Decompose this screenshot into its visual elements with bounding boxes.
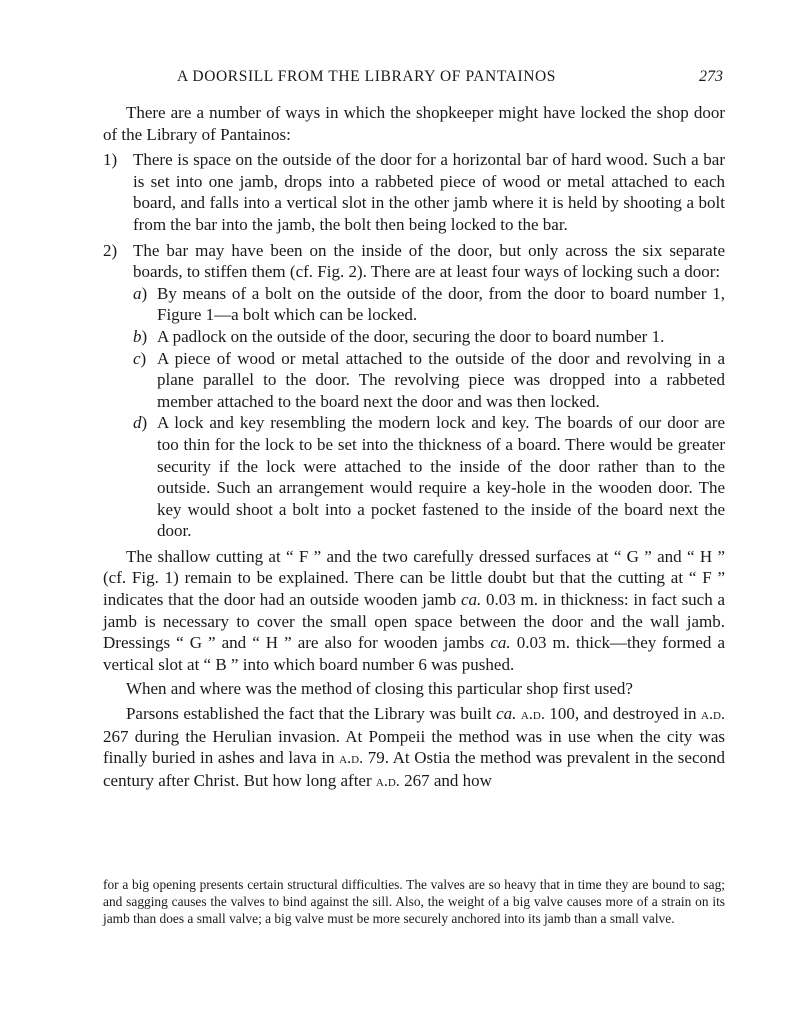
intro-paragraph: There are a number of ways in which the shopkeeper might have locked the shop door of the Library of Pantainos:	[103, 103, 725, 144]
paragraph-jambs: The shallow cutting at “ F ” and the two carefully dressed surfaces at “ G ” and “ H ” (cf. Fig. 1) remain to be explained. There can be little doubt but that the cutting at “ F ” indicates that the door had an outside wooden jamb ca. 0.03 m. in thickness: in fact such a jamb is necessary to cover the small open space between the door and the wall jamb. Dressings “ G ” and “ H ” are also for wooden jambs ca. 0.03 m. thick—they formed a vertical slot at “ B ” into which board number 6 was pushed.	[103, 546, 726, 674]
sub-list-item	[133, 412, 725, 542]
sub-list-item-text: A piece of wood or metal attached to the outside of the door and revolving in a plane parallel to the door. The revolving piece was dropped into a rabbeted member attached to the board next the door and was then locked.	[157, 348, 725, 411]
list-item	[103, 240, 725, 283]
sub-list-item	[133, 348, 725, 413]
sub-list-item-text: By means of a bolt on the outside of the door, from the door to board number 1, Figure 1—a bolt which can be locked.	[157, 283, 725, 325]
sub-list-marker: c)	[133, 348, 147, 368]
running-title: A DOORSILL FROM THE LIBRARY OF PANTAINOS	[177, 68, 557, 85]
sub-list-item-text: A lock and key resembling the modern lock and key. The boards of our door are too thin for the lock to be set into the thickness of a board. There would be greater security if the lock were attached to the inside of the door rather than to the outside. Such an arrangement would require a key-hole in the wooden door. The key would shoot a bolt into a pocket fastened to the inside of the board next the door.	[157, 413, 725, 541]
paragraph-question: When and where was the method of closing this particular shop first used?	[125, 679, 633, 699]
sub-list-item	[133, 283, 725, 326]
running-header	[103, 68, 723, 90]
sub-list-marker: d)	[133, 413, 148, 433]
list-marker: 1)	[103, 150, 118, 170]
sub-list-item	[133, 326, 725, 348]
sub-list-marker: b)	[133, 326, 148, 346]
list-item	[103, 149, 725, 235]
sub-list-marker: a)	[133, 283, 148, 303]
paragraph-dating: Parsons established the fact that the Library was built ca. a.d. 100, and destroyed in a.d. 267 during the Herulian invasion. At Pompeii the method was in use when the city was finally buried in ashes and lava in a.d. 79. At Ostia the method was prevalent in the second century after Christ. But how long after a.d. 267 and how	[103, 704, 726, 790]
sub-list-item-text: A padlock on the outside of the door, securing the door to board number 1.	[157, 326, 665, 346]
list-marker: 2)	[103, 240, 118, 260]
footnote: for a big opening presents certain structural difficulties. The valves are so heavy that in time they are bound to sag; and sagging causes the valves to bind against the sill. Also, the weight of a big valve causes more of a strain on its jamb than does a small valve; a big valve must be more securely anchored into its jamb than a small valve.	[103, 877, 725, 927]
page-number: 273	[699, 68, 723, 85]
list-item-text: The bar may have been on the inside of the door, but only across the six separate boards, to stiffen them (cf. Fig. 2). There are at least four ways of locking such a door:	[133, 240, 725, 282]
main-text	[103, 102, 725, 792]
list-item-text: There is space on the outside of the door for a horizontal bar of hard wood. Such a bar is set into one jamb, drops into a rabbeted piece of wood or metal attached to each board, and falls into a vertical slot in the other jamb where it is held by shooting a bolt from the bar into the jamb, the bolt then being locked to the bar.	[133, 150, 725, 234]
